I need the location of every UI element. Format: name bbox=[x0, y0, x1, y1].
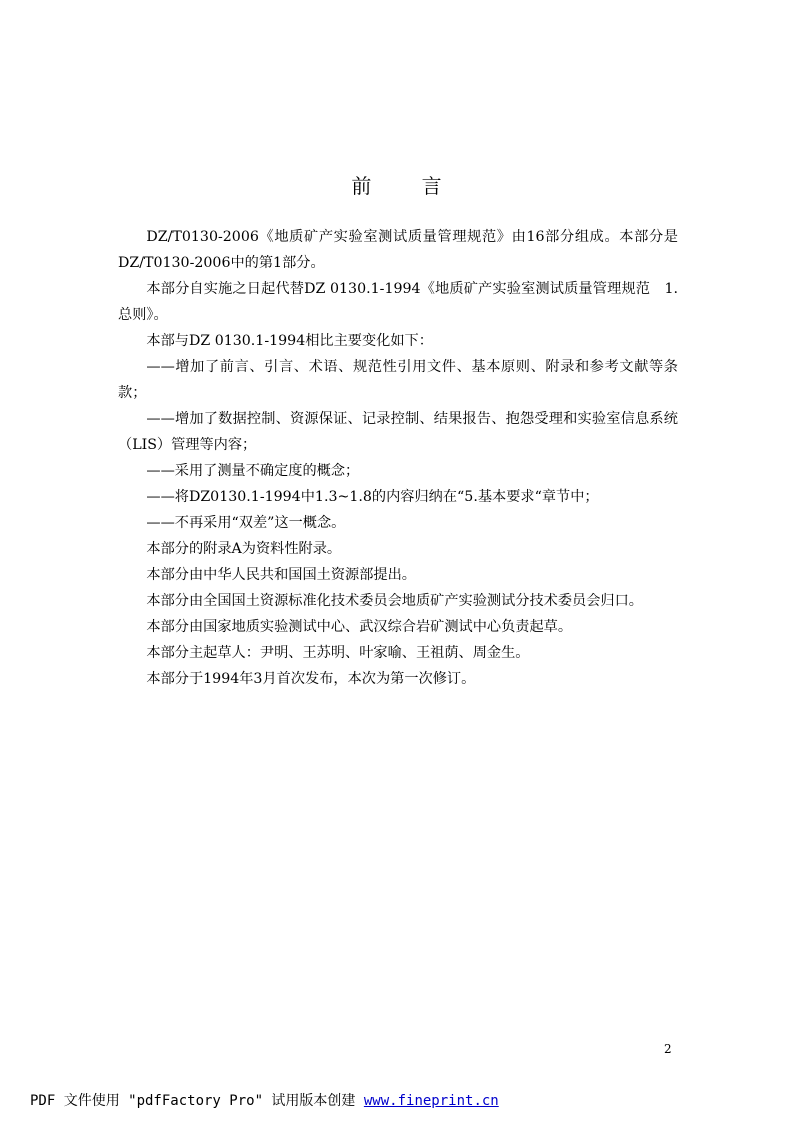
paragraph: ——增加了数据控制、资源保证、记录控制、结果报告、抱怨受理和实验室信息系统（LIS）管理等内容； bbox=[118, 411, 678, 453]
paragraph: 本部分由中华人民共和国国土资源部提出。 bbox=[146, 567, 416, 583]
paragraph: ——将DZ0130.1-1994中1.3~1.8的内容归纳在“5.基本要求“章节中； bbox=[146, 489, 599, 505]
paragraph: 本部与DZ 0130.1-1994相比主要变化如下： bbox=[146, 333, 433, 349]
page-title: 前 言 bbox=[351, 174, 464, 198]
paragraph: 本部分由全国国土资源标准化技术委员会地质矿产实验测试分技术委员会归口。 bbox=[146, 593, 643, 609]
paragraph: 本部分自实施之日起代替DZ 0130.1-1994《地质矿产实验室测试质量管理规范 1.总则》。 bbox=[118, 281, 678, 323]
page-number: 2 bbox=[664, 1042, 672, 1056]
paragraph: DZ/T0130-2006《地质矿产实验室测试质量管理规范》由16部分组成。本部分是DZ/T0130-2006中的第1部分。 bbox=[118, 229, 678, 271]
paragraph: ——不再采用“双差”这一概念。 bbox=[146, 515, 346, 531]
paragraph: ——采用了测量不确定度的概念； bbox=[146, 463, 360, 479]
fineprint-link[interactable]: www.fineprint.cn bbox=[363, 1093, 499, 1109]
footer-text: PDF 文件使用 "pdfFactory Pro" 试用版本创建 bbox=[30, 1093, 364, 1109]
document-body bbox=[118, 224, 678, 692]
paragraph: ——增加了前言、引言、术语、规范性引用文件、基本原则、附录和参考文献等条款； bbox=[118, 359, 678, 401]
paragraph: 本部分的附录A为资料性附录。 bbox=[146, 541, 342, 557]
paragraph: 本部分主起草人：尹明、王苏明、叶家喻、王祖荫、周金生。 bbox=[146, 645, 530, 661]
paragraph: 本部分于1994年3月首次发布，本次为第一次修订。 bbox=[146, 671, 476, 687]
pdf-footer bbox=[30, 1090, 499, 1110]
paragraph: 本部分由国家地质实验测试中心、武汉综合岩矿测试中心负责起草。 bbox=[146, 619, 573, 635]
